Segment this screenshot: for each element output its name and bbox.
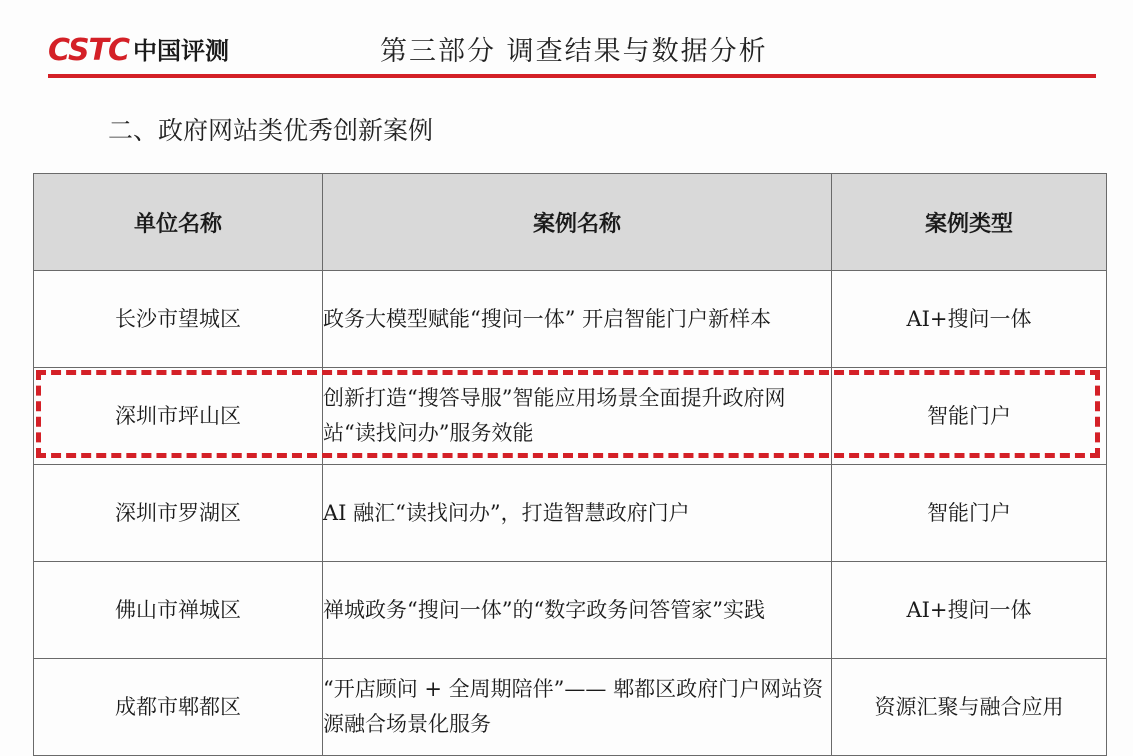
section-heading: 二、政府网站类优秀创新案例 [108,116,434,145]
column-header-case-name: 案例名称 [323,174,832,271]
logo-mark: CSTC [48,33,130,68]
cell-case-type: 智能门户 [832,465,1107,562]
cases-table [33,173,1107,756]
cell-case-type: 智能门户 [832,368,1107,465]
cell-case-name: 政务大模型赋能“搜问一体” 开启智能门户新样本 [323,271,832,368]
cell-case-name: 创新打造“搜答导服”智能应用场景全面提升政府网站“读找问办”服务效能 [323,368,832,465]
cell-case-name: 禅城政务“搜问一体”的“数字政务问答管家”实践 [323,562,832,659]
table-row [34,271,1107,368]
column-header-unit: 单位名称 [34,174,323,271]
cell-case-type: AI+搜问一体 [832,271,1107,368]
table-row-highlighted [34,368,1107,465]
table-row [34,562,1107,659]
cell-case-type: AI+搜问一体 [832,562,1107,659]
column-header-case-type: 案例类型 [832,174,1107,271]
table-row [34,659,1107,756]
logo-text: 中国评测 [133,37,230,65]
cell-unit: 成都市郫都区 [34,659,323,756]
table-row [34,465,1107,562]
cell-unit: 长沙市望城区 [34,271,323,368]
page-header [48,28,1096,80]
cell-case-name: AI 融汇“读找问办”，打造智慧政府门户 [323,465,832,562]
cell-unit: 深圳市坪山区 [34,368,323,465]
cell-case-type: 资源汇聚与融合应用 [832,659,1107,756]
header-divider [48,74,1096,78]
cstc-logo [48,33,230,68]
cell-unit: 深圳市罗湖区 [34,465,323,562]
chapter-title: 第三部分 调查结果与数据分析 [380,36,768,67]
cell-case-name: “开店顾问 + 全周期陪伴”—— 郫都区政府门户网站资源融合场景化服务 [323,659,832,756]
cell-unit: 佛山市禅城区 [34,562,323,659]
table-header-row [34,174,1107,271]
